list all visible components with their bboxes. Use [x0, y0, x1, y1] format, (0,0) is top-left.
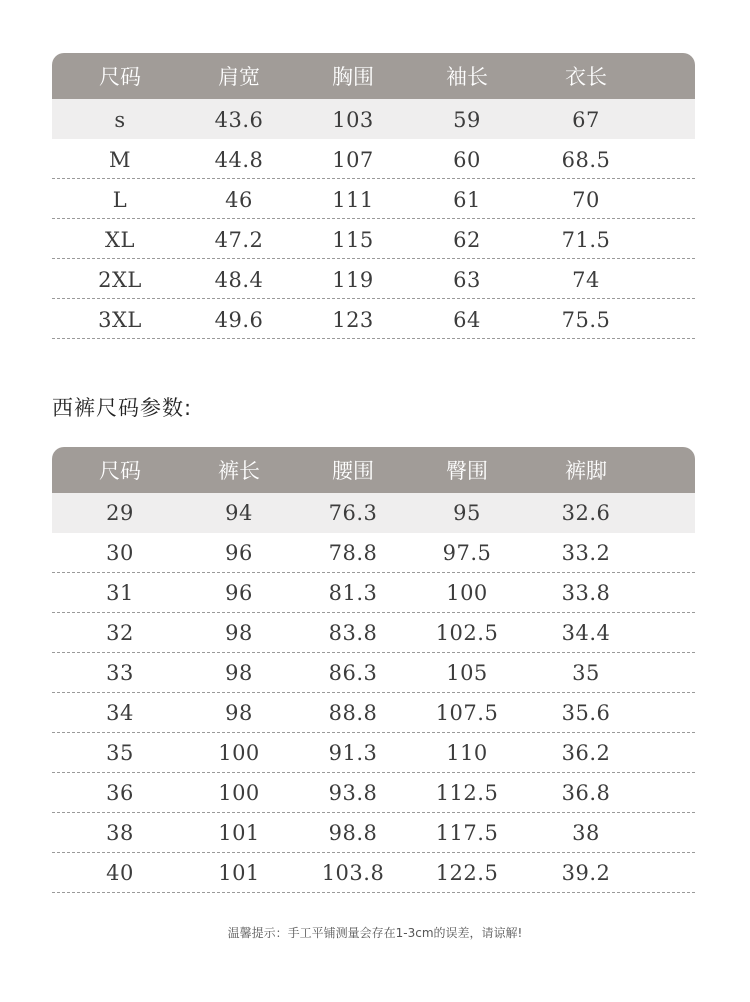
table-cell: 67 — [572, 108, 600, 132]
table-cell: 70 — [572, 188, 600, 212]
table-cell: 3XL — [98, 308, 142, 332]
table-cell: 39.2 — [561, 861, 611, 885]
table-cell: 91.3 — [328, 741, 378, 765]
table-row — [52, 139, 695, 179]
table-cell: 76.3 — [328, 501, 378, 525]
table-cell: 34 — [106, 701, 134, 725]
table-cell: 107.5 — [435, 701, 499, 725]
table-cell: 64 — [453, 308, 481, 332]
top-table-header — [52, 53, 695, 99]
table-cell: 102.5 — [435, 621, 499, 645]
table-row — [52, 613, 695, 653]
pants-table-body — [52, 493, 695, 893]
table-cell: 71.5 — [561, 228, 611, 252]
table-cell: 100 — [218, 781, 260, 805]
table-row — [52, 853, 695, 893]
table-cell: 35.6 — [561, 701, 611, 725]
top-table-body — [52, 99, 695, 339]
header-garment-length: 衣长 — [565, 65, 607, 89]
table-cell: 30 — [106, 541, 134, 565]
table-cell: 117.5 — [435, 821, 499, 845]
table-cell: 68.5 — [561, 148, 611, 172]
footer-note: 温馨提示：手工平铺测量会存在1-3cm的误差，请谅解! — [227, 926, 523, 940]
table-cell: 123 — [332, 308, 374, 332]
table-cell: 95 — [453, 501, 481, 525]
table-cell: 96 — [225, 541, 253, 565]
table-cell: 36 — [106, 781, 134, 805]
table-cell: 107 — [332, 148, 374, 172]
table-cell: 103 — [332, 108, 374, 132]
table-cell: 97.5 — [442, 541, 492, 565]
table-cell: 119 — [332, 268, 374, 292]
table-cell: s — [114, 108, 126, 132]
header-leg-opening: 裤脚 — [565, 459, 607, 483]
table-cell: 60 — [453, 148, 481, 172]
table-cell: 100 — [446, 581, 488, 605]
table-cell: 112.5 — [435, 781, 499, 805]
table-row — [52, 219, 695, 259]
table-cell: 32 — [106, 621, 134, 645]
table-row — [52, 493, 695, 533]
pants-table-header — [52, 447, 695, 493]
table-cell: 48.4 — [214, 268, 264, 292]
pants-section-title: 西裤尺码参数: — [52, 396, 193, 420]
table-cell: 100 — [218, 741, 260, 765]
table-cell: 32.6 — [561, 501, 611, 525]
table-cell: 35 — [572, 661, 600, 685]
table-cell: 98 — [225, 621, 253, 645]
table-cell: 34.4 — [561, 621, 611, 645]
table-cell: 33 — [106, 661, 134, 685]
table-cell: 78.8 — [328, 541, 378, 565]
header-size: 尺码 — [99, 65, 141, 89]
table-cell: 61 — [453, 188, 481, 212]
table-cell: 98.8 — [328, 821, 378, 845]
table-cell: 93.8 — [328, 781, 378, 805]
table-cell: 103.8 — [321, 861, 385, 885]
table-cell: L — [112, 188, 128, 212]
table-cell: 47.2 — [214, 228, 264, 252]
table-row — [52, 813, 695, 853]
table-cell: 40 — [106, 861, 134, 885]
table-row — [52, 653, 695, 693]
table-cell: 44.8 — [214, 148, 264, 172]
table-row — [52, 733, 695, 773]
table-cell: 31 — [106, 581, 134, 605]
table-cell: 98 — [225, 701, 253, 725]
table-cell: 49.6 — [214, 308, 264, 332]
table-cell: 33.8 — [561, 581, 611, 605]
table-cell: 101 — [218, 821, 260, 845]
header-pants-length: 裤长 — [218, 459, 260, 483]
top-size-table — [52, 53, 695, 339]
header-waist: 腰围 — [332, 459, 374, 483]
table-cell: 88.8 — [328, 701, 378, 725]
table-cell: 98 — [225, 661, 253, 685]
table-cell: 111 — [332, 188, 374, 212]
table-row — [52, 99, 695, 139]
table-cell: 62 — [453, 228, 481, 252]
table-cell: 74 — [572, 268, 600, 292]
table-row — [52, 773, 695, 813]
table-cell: 43.6 — [214, 108, 264, 132]
table-cell: 105 — [446, 661, 488, 685]
table-cell: 38 — [572, 821, 600, 845]
table-cell: 94 — [225, 501, 253, 525]
table-cell: 36.2 — [561, 741, 611, 765]
header-shoulder-width: 肩宽 — [218, 65, 260, 89]
table-cell: 122.5 — [435, 861, 499, 885]
header-hip: 臀围 — [446, 459, 488, 483]
table-cell: 29 — [106, 501, 134, 525]
table-row — [52, 179, 695, 219]
table-cell: 63 — [453, 268, 481, 292]
table-cell: 46 — [225, 188, 253, 212]
header-sleeve-length: 袖长 — [446, 65, 488, 89]
table-cell: XL — [105, 228, 135, 252]
table-row — [52, 573, 695, 613]
table-row — [52, 533, 695, 573]
table-row — [52, 693, 695, 733]
table-cell: 101 — [218, 861, 260, 885]
header-chest: 胸围 — [332, 65, 374, 89]
pants-size-table — [52, 447, 695, 893]
table-cell: 35 — [106, 741, 134, 765]
table-cell: 81.3 — [328, 581, 378, 605]
table-cell: 59 — [453, 108, 481, 132]
table-cell: 75.5 — [561, 308, 611, 332]
table-cell: 110 — [446, 741, 488, 765]
table-cell: 96 — [225, 581, 253, 605]
table-cell: 33.2 — [561, 541, 611, 565]
table-row — [52, 259, 695, 299]
header-size: 尺码 — [99, 459, 141, 483]
table-cell: 2XL — [98, 268, 142, 292]
table-row — [52, 299, 695, 339]
table-cell: 83.8 — [328, 621, 378, 645]
table-cell: 115 — [332, 228, 374, 252]
table-cell: M — [108, 148, 131, 172]
table-cell: 38 — [106, 821, 134, 845]
table-cell: 86.3 — [328, 661, 378, 685]
table-cell: 36.8 — [561, 781, 611, 805]
